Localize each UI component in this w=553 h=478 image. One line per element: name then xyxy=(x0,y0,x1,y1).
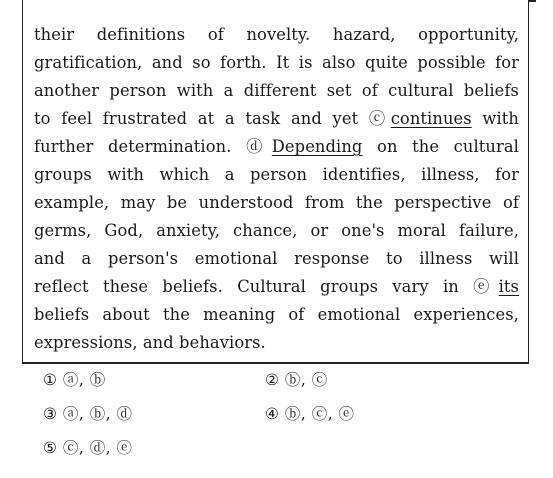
underlined-word-continues: continues xyxy=(390,109,472,128)
choice-number: ④ xyxy=(265,405,280,423)
choice-number: ① xyxy=(43,371,58,389)
passage-line-11: beliefs about the meaning of emotional experiences, xyxy=(34,305,519,324)
choice-3[interactable] xyxy=(43,404,133,424)
passage-line-1: their definitions of novelty. hazard, opportunity, xyxy=(34,25,519,44)
passage-line-9: and a person's emotional response to illness will xyxy=(34,249,519,268)
marker-e: ⓔ xyxy=(473,277,499,296)
underlined-word-its: its xyxy=(498,277,519,296)
passage-line-6: groups with which a person identifies, illness, for xyxy=(34,165,519,184)
passage-line-12: expressions, and behaviors. xyxy=(34,333,266,352)
choice-number: ② xyxy=(265,371,280,389)
choice-1[interactable] xyxy=(43,370,106,390)
line-text: with xyxy=(471,109,519,128)
choice-text: ⓑ, ⓒ xyxy=(284,371,328,389)
line-text: on the cultural xyxy=(362,137,519,156)
choice-number: ⑤ xyxy=(43,439,58,457)
line-text: to feel frustrated at a task and yet xyxy=(34,109,369,128)
choice-number: ③ xyxy=(43,405,58,423)
passage-line-8: germs, God, anxiety, chance, or one's moral failure, xyxy=(34,221,519,240)
marker-d: ⓓ xyxy=(246,137,272,156)
passage-line-2: gratification, and so forth. It is also quite possible for xyxy=(34,53,519,72)
choice-4[interactable] xyxy=(265,404,355,424)
choice-5[interactable] xyxy=(43,438,133,458)
choice-text: ⓑ, ⓒ, ⓔ xyxy=(284,405,355,423)
underlined-word-depending: Depending xyxy=(271,137,363,156)
line-text: reflect these beliefs. Cultural groups vary in xyxy=(34,277,474,296)
choice-text: ⓒ, ⓓ, ⓔ xyxy=(62,439,133,457)
choice-2[interactable] xyxy=(265,370,328,390)
choice-text: ⓐ, ⓑ, ⓓ xyxy=(62,405,133,423)
line-text: further determination. xyxy=(34,137,247,156)
passage-line-3: another person with a different set of cultural beliefs xyxy=(34,81,519,100)
marker-c: ⓒ xyxy=(368,109,391,128)
choice-text: ⓐ, ⓑ xyxy=(62,371,106,389)
passage-line-7: example, may be understood from the perspective of xyxy=(34,193,519,212)
